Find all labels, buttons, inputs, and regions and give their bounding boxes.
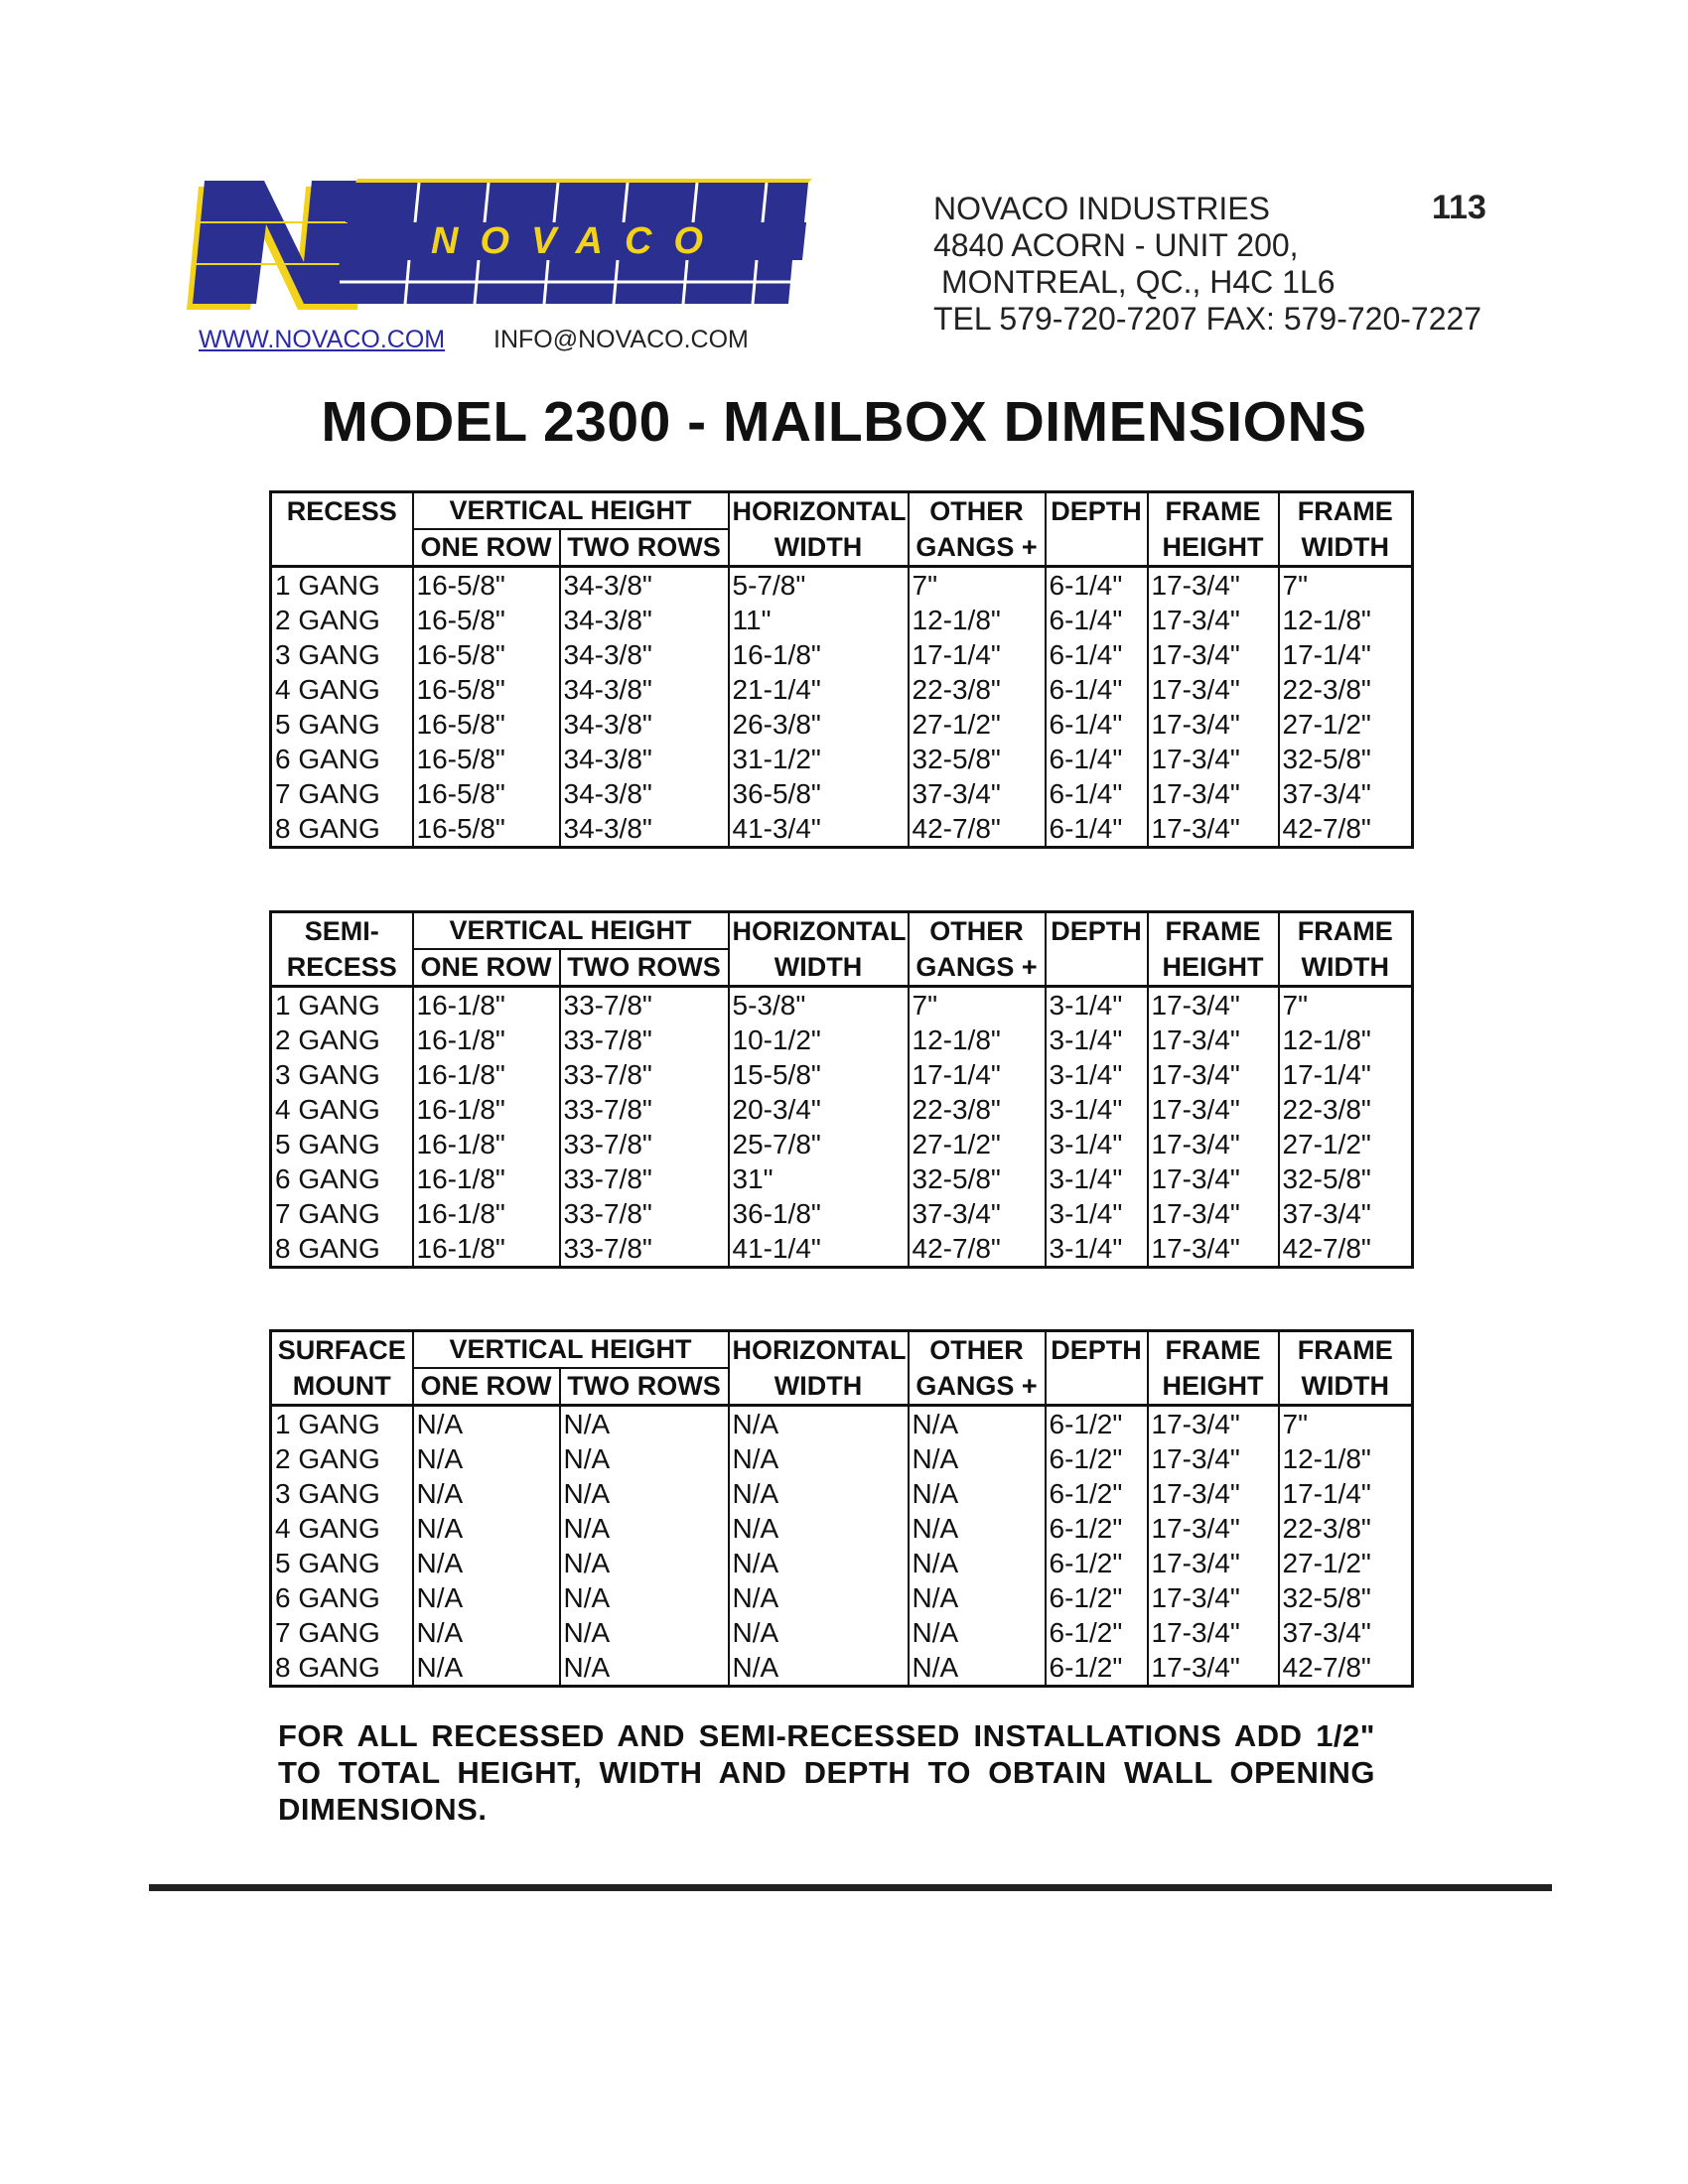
table-cell: N/A bbox=[560, 1615, 729, 1650]
table-cell: 17-3/4" bbox=[1148, 1615, 1279, 1650]
table-cell: 16-5/8" bbox=[413, 567, 560, 604]
table-cell: 3-1/4" bbox=[1046, 1057, 1148, 1092]
table-cell: N/A bbox=[909, 1650, 1046, 1687]
table-cell: N/A bbox=[560, 1580, 729, 1615]
email-text: INFO@NOVACO.COM bbox=[493, 326, 749, 353]
table-cell: 7" bbox=[1279, 1406, 1413, 1442]
table-cell: 6-1/4" bbox=[1046, 672, 1148, 707]
table-cell: 34-3/8" bbox=[560, 672, 729, 707]
gangs-header: GANGS + bbox=[909, 529, 1046, 567]
table-cell: N/A bbox=[729, 1441, 909, 1476]
table-cell: 2 GANG bbox=[271, 1441, 413, 1476]
frame-width-header: FRAME bbox=[1279, 492, 1413, 530]
table-cell: 6 GANG bbox=[271, 742, 413, 776]
address-line-2: MONTREAL, QC., H4C 1L6 bbox=[941, 264, 1336, 300]
table-cell: 34-3/8" bbox=[560, 811, 729, 848]
table-cell: 16-5/8" bbox=[413, 603, 560, 637]
table-cell: 17-1/4" bbox=[1279, 1476, 1413, 1511]
page-number: 113 bbox=[1432, 189, 1486, 226]
table-row bbox=[271, 987, 1413, 1024]
table-cell: N/A bbox=[413, 1511, 560, 1546]
address-line-1: 4840 ACORN - UNIT 200, bbox=[933, 227, 1299, 263]
table-cell: 17-3/4" bbox=[1148, 811, 1279, 848]
phone-fax: TEL 579-720-7207 FAX: 579-720-7227 bbox=[933, 301, 1482, 337]
recess-table bbox=[269, 490, 1414, 849]
table-cell: 17-3/4" bbox=[1148, 1441, 1279, 1476]
frame-width-header: FRAME bbox=[1279, 912, 1413, 950]
table-cell: 8 GANG bbox=[271, 1650, 413, 1687]
table-cell: 7" bbox=[1279, 567, 1413, 604]
width-header: WIDTH bbox=[729, 529, 909, 567]
table-cell: N/A bbox=[729, 1511, 909, 1546]
surface-mount-table bbox=[269, 1329, 1414, 1688]
other-header: OTHER bbox=[909, 1331, 1046, 1369]
width-header: WIDTH bbox=[729, 949, 909, 987]
table-cell: N/A bbox=[909, 1511, 1046, 1546]
table-cell: 3-1/4" bbox=[1046, 1023, 1148, 1057]
table-cell: N/A bbox=[909, 1546, 1046, 1580]
table-cell: 41-1/4" bbox=[729, 1231, 909, 1268]
table-cell: 3-1/4" bbox=[1046, 1161, 1148, 1196]
table-cell: 16-5/8" bbox=[413, 672, 560, 707]
table-cell: 27-1/2" bbox=[1279, 1127, 1413, 1161]
table-cell: 21-1/4" bbox=[729, 672, 909, 707]
width-header-2: WIDTH bbox=[1279, 1368, 1413, 1406]
table-cell: 17-3/4" bbox=[1148, 1406, 1279, 1442]
table-cell: 17-3/4" bbox=[1148, 1546, 1279, 1580]
table-cell: 7" bbox=[909, 987, 1046, 1024]
table-cell: 6-1/2" bbox=[1046, 1441, 1148, 1476]
table-cell: 22-3/8" bbox=[1279, 1092, 1413, 1127]
table-cell: 6-1/2" bbox=[1046, 1615, 1148, 1650]
table-cell: 17-3/4" bbox=[1148, 1196, 1279, 1231]
table-cell: 15-5/8" bbox=[729, 1057, 909, 1092]
vertical-height-header: VERTICAL HEIGHT bbox=[413, 1331, 729, 1369]
table-cell: 3-1/4" bbox=[1046, 1092, 1148, 1127]
table-cell: 6-1/2" bbox=[1046, 1511, 1148, 1546]
table-cell: 17-3/4" bbox=[1148, 1580, 1279, 1615]
table-cell: 17-1/4" bbox=[1279, 637, 1413, 672]
table-cell: 17-3/4" bbox=[1148, 567, 1279, 604]
table-cell: 33-7/8" bbox=[560, 1057, 729, 1092]
table-cell: 7" bbox=[909, 567, 1046, 604]
table-cell: 27-1/2" bbox=[909, 1127, 1046, 1161]
table-cell: 33-7/8" bbox=[560, 987, 729, 1024]
gangs-header: GANGS + bbox=[909, 949, 1046, 987]
logo-wordmark: NOVACO bbox=[431, 220, 725, 262]
table-cell: 37-3/4" bbox=[1279, 1615, 1413, 1650]
table-cell: 17-3/4" bbox=[1148, 742, 1279, 776]
table-cell: N/A bbox=[909, 1476, 1046, 1511]
table-cell: 31" bbox=[729, 1161, 909, 1196]
table-cell: 12-1/8" bbox=[909, 603, 1046, 637]
table-row bbox=[271, 1546, 1413, 1580]
table-row bbox=[271, 672, 1413, 707]
table-cell: 31-1/2" bbox=[729, 742, 909, 776]
table-row bbox=[271, 1127, 1413, 1161]
table-cell: 17-3/4" bbox=[1148, 1231, 1279, 1268]
width-header-2: WIDTH bbox=[1279, 949, 1413, 987]
table-cell: N/A bbox=[729, 1546, 909, 1580]
table-cell: 17-3/4" bbox=[1148, 707, 1279, 742]
depth-header: DEPTH bbox=[1046, 1331, 1148, 1369]
table-cell: 16-5/8" bbox=[413, 742, 560, 776]
table-row bbox=[271, 1023, 1413, 1057]
depth-header: DEPTH bbox=[1046, 492, 1148, 530]
table-cell: 37-3/4" bbox=[1279, 776, 1413, 811]
table-cell: 17-1/4" bbox=[909, 1057, 1046, 1092]
table-cell: 42-7/8" bbox=[1279, 811, 1413, 848]
horizontal-header: HORIZONTAL bbox=[729, 492, 909, 530]
table-row bbox=[271, 742, 1413, 776]
table-cell: 16-1/8" bbox=[413, 1161, 560, 1196]
table-cell: N/A bbox=[560, 1511, 729, 1546]
table-cell: 34-3/8" bbox=[560, 707, 729, 742]
other-header: OTHER bbox=[909, 492, 1046, 530]
table-cell: N/A bbox=[909, 1406, 1046, 1442]
table-cell: N/A bbox=[413, 1546, 560, 1580]
table-cell: 33-7/8" bbox=[560, 1023, 729, 1057]
depth-header: DEPTH bbox=[1046, 912, 1148, 950]
two-rows-header: TWO ROWS bbox=[560, 949, 729, 987]
website-link[interactable]: WWW.NOVACO.COM bbox=[199, 326, 446, 353]
table-cell: 10-1/2" bbox=[729, 1023, 909, 1057]
table-cell: 5-7/8" bbox=[729, 567, 909, 604]
table-cell: 17-3/4" bbox=[1148, 987, 1279, 1024]
table-row bbox=[271, 637, 1413, 672]
table-cell: 34-3/8" bbox=[560, 567, 729, 604]
table-cell: 26-3/8" bbox=[729, 707, 909, 742]
table-cell: N/A bbox=[413, 1650, 560, 1687]
table-cell: 20-3/4" bbox=[729, 1092, 909, 1127]
table-cell: 12-1/8" bbox=[909, 1023, 1046, 1057]
table-cell: 5 GANG bbox=[271, 1127, 413, 1161]
table-cell: 16-1/8" bbox=[413, 987, 560, 1024]
table-row bbox=[271, 707, 1413, 742]
table-cell: 16-5/8" bbox=[413, 707, 560, 742]
table-cell: 4 GANG bbox=[271, 1511, 413, 1546]
table-cell: 36-5/8" bbox=[729, 776, 909, 811]
table-cell: 42-7/8" bbox=[909, 811, 1046, 848]
table-cell: 7" bbox=[1279, 987, 1413, 1024]
table-cell: N/A bbox=[413, 1406, 560, 1442]
horizontal-header: HORIZONTAL bbox=[729, 912, 909, 950]
table-cell: 4 GANG bbox=[271, 1092, 413, 1127]
table-row bbox=[271, 776, 1413, 811]
table-cell: 16-1/8" bbox=[413, 1092, 560, 1127]
table-cell: 34-3/8" bbox=[560, 603, 729, 637]
one-row-header: ONE ROW bbox=[413, 529, 560, 567]
table-cell: N/A bbox=[729, 1650, 909, 1687]
table-cell: 32-5/8" bbox=[1279, 1161, 1413, 1196]
table-cell: N/A bbox=[413, 1476, 560, 1511]
table-cell: 32-5/8" bbox=[909, 742, 1046, 776]
table-cell: 11" bbox=[729, 603, 909, 637]
page-title: MODEL 2300 - MAILBOX DIMENSIONS bbox=[321, 390, 1367, 454]
table-cell: N/A bbox=[729, 1580, 909, 1615]
table-cell: 2 GANG bbox=[271, 603, 413, 637]
table-row bbox=[271, 811, 1413, 848]
table-cell: 33-7/8" bbox=[560, 1161, 729, 1196]
table-cell: 12-1/8" bbox=[1279, 603, 1413, 637]
table-cell: N/A bbox=[729, 1615, 909, 1650]
gangs-header: GANGS + bbox=[909, 1368, 1046, 1406]
type-label: RECESS bbox=[271, 492, 413, 530]
table-cell: 17-3/4" bbox=[1148, 1127, 1279, 1161]
table-cell: 3 GANG bbox=[271, 1057, 413, 1092]
table-cell: 17-1/4" bbox=[909, 637, 1046, 672]
table-cell: 17-3/4" bbox=[1148, 1023, 1279, 1057]
table-cell: 17-3/4" bbox=[1148, 1057, 1279, 1092]
table-cell: 5 GANG bbox=[271, 1546, 413, 1580]
one-row-header: ONE ROW bbox=[413, 1368, 560, 1406]
height-header: HEIGHT bbox=[1148, 949, 1279, 987]
height-header: HEIGHT bbox=[1148, 1368, 1279, 1406]
table-cell: 37-3/4" bbox=[909, 776, 1046, 811]
table-cell: 27-1/2" bbox=[909, 707, 1046, 742]
table-cell: 36-1/8" bbox=[729, 1196, 909, 1231]
table-cell: 32-5/8" bbox=[909, 1161, 1046, 1196]
table-cell: 3-1/4" bbox=[1046, 1196, 1148, 1231]
installation-note: FOR ALL RECESSED AND SEMI-RECESSED INSTALLATIONS ADD 1/2" TO TOTAL HEIGHT, WIDTH AND DEPTH TO OBTAIN WALL OPENING DIMENSIONS. bbox=[278, 1718, 1375, 1827]
table-cell: 1 GANG bbox=[271, 987, 413, 1024]
table-cell: 22-3/8" bbox=[909, 672, 1046, 707]
table-cell: 12-1/8" bbox=[1279, 1023, 1413, 1057]
table-cell: N/A bbox=[560, 1546, 729, 1580]
table-cell: 6-1/4" bbox=[1046, 603, 1148, 637]
table-cell: 16-1/8" bbox=[413, 1057, 560, 1092]
table-cell: 16-1/8" bbox=[413, 1127, 560, 1161]
table-cell: 17-3/4" bbox=[1148, 1476, 1279, 1511]
table-cell: 33-7/8" bbox=[560, 1127, 729, 1161]
table-cell: 3 GANG bbox=[271, 637, 413, 672]
table-cell: 22-3/8" bbox=[1279, 1511, 1413, 1546]
logo-graphic bbox=[181, 179, 816, 318]
table-cell: 6-1/4" bbox=[1046, 742, 1148, 776]
table-cell: 6-1/4" bbox=[1046, 567, 1148, 604]
one-row-header: ONE ROW bbox=[413, 949, 560, 987]
table-cell: 16-1/8" bbox=[413, 1023, 560, 1057]
table-cell: 16-1/8" bbox=[413, 1231, 560, 1268]
table-row bbox=[271, 603, 1413, 637]
table-row bbox=[271, 1650, 1413, 1687]
semi-recess-table bbox=[269, 910, 1414, 1269]
table-cell: 8 GANG bbox=[271, 1231, 413, 1268]
table-cell: 6-1/2" bbox=[1046, 1650, 1148, 1687]
table-cell: 6-1/2" bbox=[1046, 1476, 1148, 1511]
table-cell: 33-7/8" bbox=[560, 1231, 729, 1268]
table-cell: N/A bbox=[560, 1441, 729, 1476]
table-row bbox=[271, 1196, 1413, 1231]
vertical-height-header: VERTICAL HEIGHT bbox=[413, 492, 729, 530]
table-row bbox=[271, 1092, 1413, 1127]
table-row bbox=[271, 1441, 1413, 1476]
horizontal-header: HORIZONTAL bbox=[729, 1331, 909, 1369]
table-cell: 3-1/4" bbox=[1046, 1231, 1148, 1268]
novaco-logo bbox=[181, 179, 816, 318]
table-cell: N/A bbox=[909, 1615, 1046, 1650]
type-label-2: MOUNT bbox=[271, 1368, 413, 1406]
table-cell: 34-3/8" bbox=[560, 742, 729, 776]
table-row bbox=[271, 1231, 1413, 1268]
table-cell: 17-3/4" bbox=[1148, 1650, 1279, 1687]
two-rows-header: TWO ROWS bbox=[560, 1368, 729, 1406]
table-cell: N/A bbox=[729, 1476, 909, 1511]
table-cell: 16-1/8" bbox=[413, 1196, 560, 1231]
table-cell: 1 GANG bbox=[271, 1406, 413, 1442]
type-label-2: RECESS bbox=[271, 949, 413, 987]
table-cell: 12-1/8" bbox=[1279, 1441, 1413, 1476]
table-cell: 6-1/4" bbox=[1046, 811, 1148, 848]
height-header: HEIGHT bbox=[1148, 529, 1279, 567]
table-cell: 3 GANG bbox=[271, 1476, 413, 1511]
table-cell: N/A bbox=[413, 1441, 560, 1476]
table-cell: N/A bbox=[560, 1406, 729, 1442]
table-cell: 17-3/4" bbox=[1148, 603, 1279, 637]
two-rows-header: TWO ROWS bbox=[560, 529, 729, 567]
frame-height-header: FRAME bbox=[1148, 912, 1279, 950]
table-cell: 22-3/8" bbox=[909, 1092, 1046, 1127]
table-cell: 37-3/4" bbox=[909, 1196, 1046, 1231]
table-cell: 17-3/4" bbox=[1148, 1511, 1279, 1546]
table-cell: 3-1/4" bbox=[1046, 987, 1148, 1024]
width-header: WIDTH bbox=[729, 1368, 909, 1406]
company-name: NOVACO INDUSTRIES bbox=[933, 191, 1270, 226]
table-cell: 5 GANG bbox=[271, 707, 413, 742]
type-label: SEMI- bbox=[271, 912, 413, 950]
table-row bbox=[271, 1580, 1413, 1615]
table-row bbox=[271, 1511, 1413, 1546]
table-cell: 17-1/4" bbox=[1279, 1057, 1413, 1092]
table-row bbox=[271, 1161, 1413, 1196]
table-cell: 16-5/8" bbox=[413, 637, 560, 672]
frame-width-header: FRAME bbox=[1279, 1331, 1413, 1369]
table-cell: 33-7/8" bbox=[560, 1092, 729, 1127]
table-row bbox=[271, 1406, 1413, 1442]
table-cell: 27-1/2" bbox=[1279, 1546, 1413, 1580]
vertical-height-header: VERTICAL HEIGHT bbox=[413, 912, 729, 950]
table-cell: 42-7/8" bbox=[1279, 1231, 1413, 1268]
table-cell: N/A bbox=[560, 1650, 729, 1687]
table-cell: 6-1/2" bbox=[1046, 1546, 1148, 1580]
table-cell: 32-5/8" bbox=[1279, 742, 1413, 776]
table-row bbox=[271, 1476, 1413, 1511]
table-cell: 5-3/8" bbox=[729, 987, 909, 1024]
table-cell: N/A bbox=[729, 1406, 909, 1442]
table-cell: 16-5/8" bbox=[413, 776, 560, 811]
table-cell: 17-3/4" bbox=[1148, 637, 1279, 672]
table-cell: 6-1/4" bbox=[1046, 707, 1148, 742]
table-cell: 17-3/4" bbox=[1148, 1092, 1279, 1127]
table-cell: 34-3/8" bbox=[560, 776, 729, 811]
table-cell: N/A bbox=[413, 1615, 560, 1650]
table-cell: N/A bbox=[909, 1441, 1046, 1476]
table-cell: 22-3/8" bbox=[1279, 672, 1413, 707]
table-cell: 32-5/8" bbox=[1279, 1580, 1413, 1615]
table-cell: 8 GANG bbox=[271, 811, 413, 848]
table-cell: N/A bbox=[909, 1580, 1046, 1615]
table-cell: 6 GANG bbox=[271, 1161, 413, 1196]
table-cell: 6-1/4" bbox=[1046, 637, 1148, 672]
company-address bbox=[933, 191, 1481, 338]
table-cell: 42-7/8" bbox=[1279, 1650, 1413, 1687]
table-row bbox=[271, 1057, 1413, 1092]
frame-height-header: FRAME bbox=[1148, 1331, 1279, 1369]
table-cell: 34-3/8" bbox=[560, 637, 729, 672]
width-header-2: WIDTH bbox=[1279, 529, 1413, 567]
table-cell: 42-7/8" bbox=[909, 1231, 1046, 1268]
table-cell: 6-1/2" bbox=[1046, 1406, 1148, 1442]
table-cell: 4 GANG bbox=[271, 672, 413, 707]
table-cell: 6 GANG bbox=[271, 1580, 413, 1615]
type-label: SURFACE bbox=[271, 1331, 413, 1369]
bottom-divider bbox=[149, 1884, 1552, 1891]
table-cell: 6-1/2" bbox=[1046, 1580, 1148, 1615]
table-cell: 17-3/4" bbox=[1148, 672, 1279, 707]
table-cell: 16-5/8" bbox=[413, 811, 560, 848]
table-cell: 2 GANG bbox=[271, 1023, 413, 1057]
table-cell: 7 GANG bbox=[271, 1196, 413, 1231]
table-cell: 3-1/4" bbox=[1046, 1127, 1148, 1161]
table-cell: 27-1/2" bbox=[1279, 707, 1413, 742]
table-cell: 25-7/8" bbox=[729, 1127, 909, 1161]
table-cell: 1 GANG bbox=[271, 567, 413, 604]
table-cell: N/A bbox=[560, 1476, 729, 1511]
table-cell: 33-7/8" bbox=[560, 1196, 729, 1231]
table-cell: 7 GANG bbox=[271, 776, 413, 811]
type-label-2 bbox=[271, 529, 413, 567]
table-cell: 6-1/4" bbox=[1046, 776, 1148, 811]
table-cell: 17-3/4" bbox=[1148, 776, 1279, 811]
table-cell: N/A bbox=[413, 1580, 560, 1615]
table-row bbox=[271, 567, 1413, 604]
frame-height-header: FRAME bbox=[1148, 492, 1279, 530]
table-cell: 16-1/8" bbox=[729, 637, 909, 672]
table-row bbox=[271, 1615, 1413, 1650]
table-cell: 37-3/4" bbox=[1279, 1196, 1413, 1231]
table-cell: 41-3/4" bbox=[729, 811, 909, 848]
other-header: OTHER bbox=[909, 912, 1046, 950]
table-cell: 17-3/4" bbox=[1148, 1161, 1279, 1196]
table-cell: 7 GANG bbox=[271, 1615, 413, 1650]
